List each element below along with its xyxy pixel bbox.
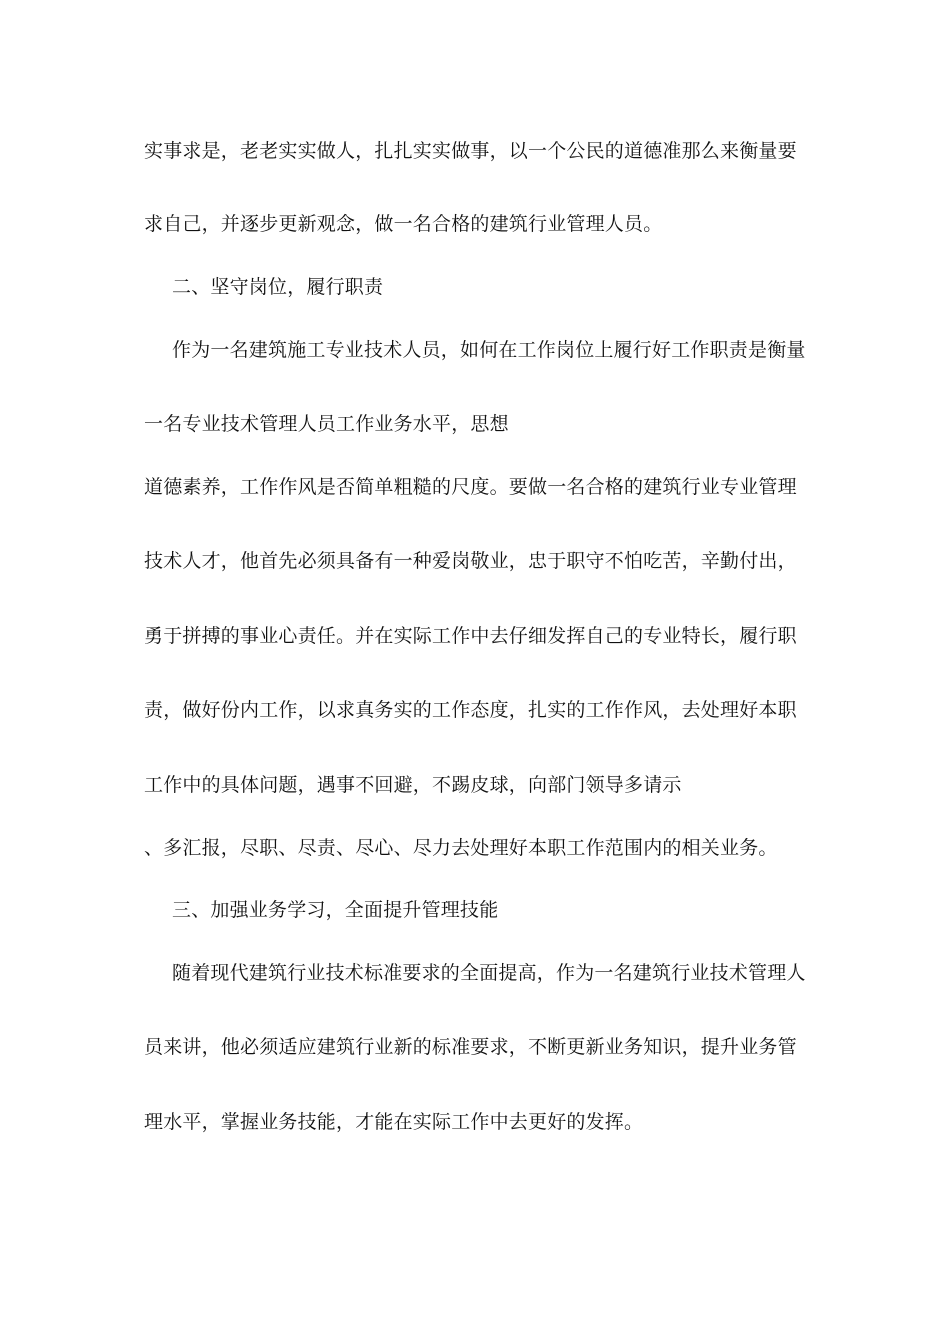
paragraph-line: 求自己，并逐步更新观念，做一名合格的建筑行业管理人员。 xyxy=(144,213,663,235)
paragraph-line: 理水平，掌握业务技能，才能在实际工作中去更好的发挥。 xyxy=(144,1111,644,1133)
paragraph-line: 勇于拼搏的事业心责任。并在实际工作中去仔细发挥自己的专业特长，履行职 xyxy=(144,625,797,647)
paragraph-line: 道德素养，工作作风是否简单粗糙的尺度。要做一名合格的建筑行业专业管理 xyxy=(144,476,797,498)
paragraph-line: 员来讲，他必须适应建筑行业新的标准要求，不断更新业务知识，提升业务管 xyxy=(144,1036,797,1058)
paragraph-line: 一名专业技术管理人员工作业务水平，思想 xyxy=(144,413,509,435)
paragraph-line: 工作中的具体问题，遇事不回避，不踢皮球，向部门领导多请示 xyxy=(144,774,682,796)
paragraph-line: 责，做好份内工作，以求真务实的工作态度，扎实的工作作风，去处理好本职 xyxy=(144,699,797,721)
paragraph-line: 实事求是，老老实实做人，扎扎实实做事，以一个公民的道德准那么来衡量要 xyxy=(144,140,797,162)
section-heading: 三、加强业务学习，全面提升管理技能 xyxy=(172,899,499,921)
paragraph-line: 随着现代建筑行业技术标准要求的全面提高，作为一名建筑行业技术管理人 xyxy=(172,962,806,984)
section-heading: 二、坚守岗位，履行职责 xyxy=(172,276,384,298)
paragraph-line: 技术人才，他首先必须具备有一种爱岗敬业，忠于职守不怕吃苦，辛勤付出， xyxy=(144,550,797,572)
paragraph-line: 作为一名建筑施工专业技术人员，如何在工作岗位上履行好工作职责是衡量 xyxy=(172,339,806,361)
paragraph-line: 、多汇报，尽职、尽责、尽心、尽力去处理好本职工作范围内的相关业务。 xyxy=(144,837,778,859)
